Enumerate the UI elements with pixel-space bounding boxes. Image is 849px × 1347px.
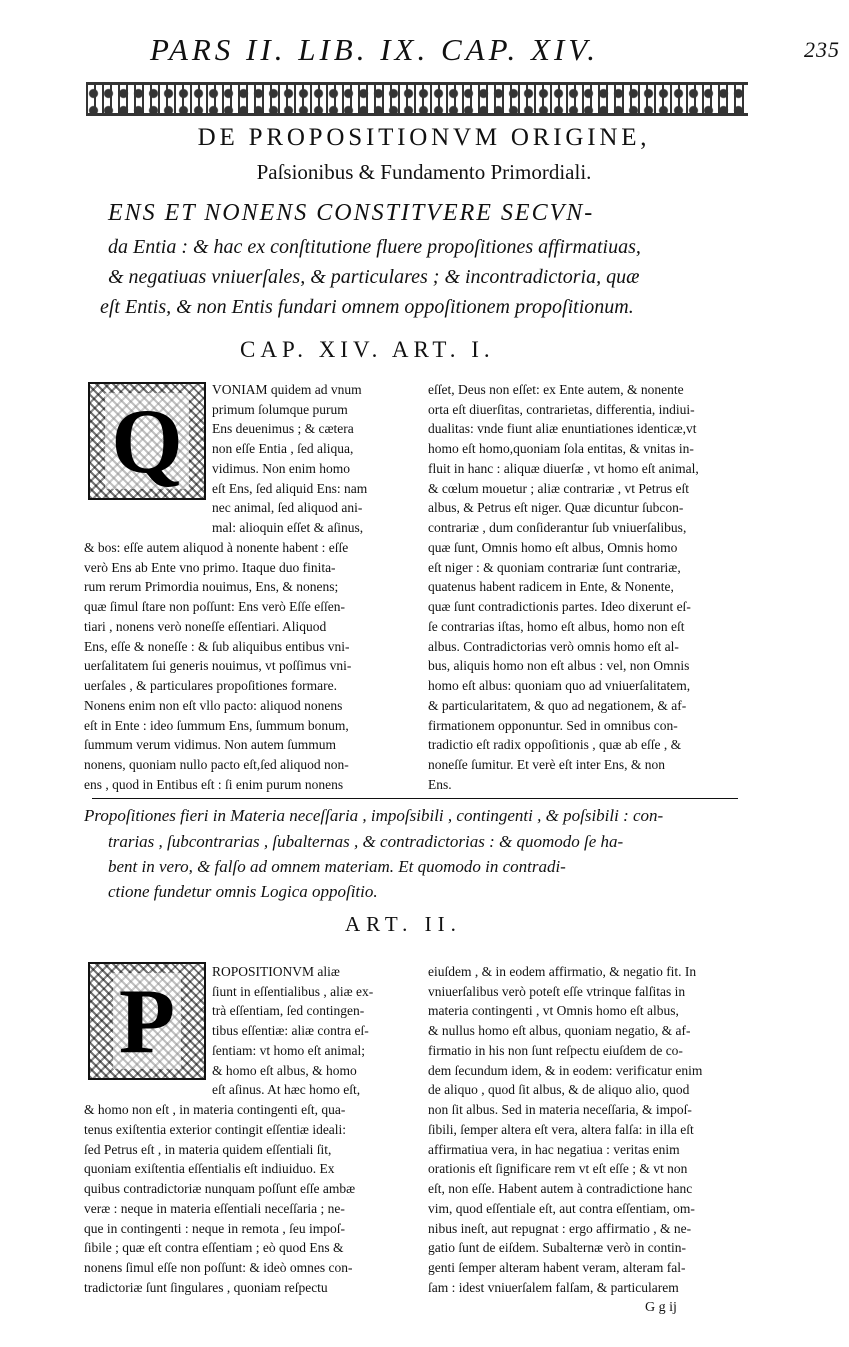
summary-line: eſt Entis, & non Entis fundari omnem oppoſitionem propoſitionum. (100, 296, 634, 318)
text-line: & nullus homo eſt albus, quoniam negatio, & af- (428, 1023, 691, 1038)
text-line: ſam : idest vniuerſalem falſam, & particularem (428, 1280, 679, 1295)
signature-mark: G g ij (645, 1300, 677, 1315)
text-line: quatenus habent radicem in Ente, & Nonente, (428, 579, 674, 594)
summary-line: da Entia : & hac ex conſtitutione fluere propoſitiones affirmatiuas, (108, 236, 641, 258)
text-line: ſe contrarias iſtas, homo eſt albus, homo non eſt (428, 619, 685, 634)
text-line: rum rerum Primordia nouimus, Ens, & nonens; (84, 579, 339, 594)
text-line: vim, quod eſſentiale eſt, aut contra eſſentiam, om- (428, 1201, 695, 1216)
text-line: ſed Petrus eſt , in materia quidem eſſentiali ſit, (84, 1142, 332, 1157)
dropcap-q-illustration: Q (88, 382, 206, 500)
text-line: genti ſemper alteram habent veram, alteram fal- (428, 1260, 686, 1275)
text-line: tenus exiſtentia exterior contingit eſſentiæ ideali: (84, 1122, 347, 1137)
text-line: vniuerſalibus verò poteſt eſſe vtrinque falſitas in (428, 984, 686, 999)
text-line: eſſet, Deus non eſſet: ex Ente autem, & nonente (428, 382, 684, 397)
text-line: contrariæ , dum conſiderantur ſub vniuerſalibus, (428, 520, 687, 535)
text-line: primum ſolumque purum (212, 402, 348, 417)
text-line: affirmatiua vera, in hac negatiua : veritas enim (428, 1142, 680, 1157)
text-line: ſibile ; quæ eſt contra eſſentiam ; eò quod Ens & (84, 1240, 344, 1255)
text-line: VONIAM quidem ad vnum (212, 382, 362, 397)
text-line: tiari , nonens verò noneſſe eſſentiari. Aliquod (84, 619, 327, 634)
text-line: firmatio in his non ſunt reſpectu eiuſdem de co- (428, 1043, 683, 1058)
text-line: ſibili, ſemper altera eſt vera, altera falſa: in illa eſt (428, 1122, 694, 1137)
text-line: de aliquo , quod ſit albus, & de aliquo alio, quod (428, 1082, 690, 1097)
chapter-heading: CAP. XIV. ART. I. (240, 337, 495, 362)
text-line: firmationem opponuntur. Sed in omnibus con- (428, 718, 678, 733)
text-line: albus, & Petrus eſt niger. Quæ dicuntur ſubcon- (428, 500, 684, 515)
text-line: albus. Contradictorias verò omnis homo eſt al- (428, 639, 679, 654)
text-line: noneſſe ſumitur. Et verè eſt inter Ens, & non (428, 757, 665, 772)
chapter-subtitle: Paſsionibus & Fundamento Primordiali. (256, 160, 592, 184)
text-line: orationis eſt ſignificare rem vt eſt eſſe ; & vt non (428, 1161, 688, 1176)
text-line: que in contingenti : neque in remota , ſeu impoſ- (84, 1221, 345, 1236)
ornament-band (86, 82, 748, 116)
text-line: Ens. (428, 777, 452, 792)
summary-line: & negatiuas vniuerſales, & particulares ; & incontradictoria, quæ (108, 266, 640, 288)
text-line: & bos: eſſe autem aliquod à nonente habent : eſſe (84, 540, 349, 555)
summary-line: bent in vero, & falſo ad omnem materiam. Et quomodo in contradi- (108, 857, 566, 876)
text-line: quoniam exiſtentia eſſentialis eſt indiuiduo. Ex (84, 1161, 335, 1176)
text-line: ſiunt in eſſentialibus , aliæ ex- (212, 984, 374, 999)
text-line: ſentiam: vt homo eſt animal; (212, 1043, 365, 1058)
text-line: eſt niger : & quoniam contrariæ ſunt contrariæ, (428, 560, 681, 575)
text-line: & homo eſt albus, & homo (212, 1063, 357, 1078)
text-line: quibus contradictoriæ nunquam poſſunt eſſe ambæ (84, 1181, 356, 1196)
text-line: bus, aliquis homo non eſt albus : vel, non Omnis (428, 658, 690, 673)
text-line: ſummum verum vidimus. Non autem ſummum (84, 737, 336, 752)
text-line: eſt Ens, ſed aliquid Ens: nam (212, 481, 368, 496)
text-line: & particularitatem, & quo ad negationem, & af- (428, 698, 687, 713)
text-line: non eſſe Entia , ſed aliqua, (212, 441, 354, 456)
text-line: tibus eſſentiæ: aliæ contra eſ- (212, 1023, 369, 1038)
text-line: eſt aſinus. At hæc homo eſt, (212, 1082, 361, 1097)
text-line: gatio ſunt de eiſdem. Subalternæ verò in contin- (428, 1240, 686, 1255)
dropcap-p-illustration: P (88, 962, 206, 1080)
summary-line: ENS ET NONENS CONSTITVERE SECVN- (108, 200, 595, 226)
text-line: uerſales , & particulares propoſitiones formare. (84, 678, 338, 693)
text-line: quæ ſunt contradictionis partes. Ideo dixerunt eſ- (428, 599, 691, 614)
text-line: quæ ſimul ſtare non poſſunt: Ens verò Eſſe eſſen- (84, 599, 345, 614)
text-line: orta eſt diuerſitas, contrarietas, differentia, indiui- (428, 402, 695, 417)
text-line: eſt in Ente : ideo ſummum Ens, ſummum bonum, (84, 718, 349, 733)
text-line: Nonens enim non eſt vllo pacto: aliquod nonens (84, 698, 343, 713)
text-line: vidimus. Non enim homo (212, 461, 350, 476)
text-line: tradictio eſt radix oppoſitionis , quæ ab eſſe , & (428, 737, 682, 752)
running-head (150, 30, 840, 70)
text-line: eiuſdem , & in eodem affirmatio, & negatio fit. In (428, 964, 697, 979)
text-line: nonens, quoniam nullo pacto eſt,ſed aliquod non- (84, 757, 349, 772)
text-line: uerſalitatem ſui generis nouimus, vt poſſimus vni- (84, 658, 352, 673)
text-line: Ens deuenimus ; & cætera (212, 421, 354, 436)
text-line: homo eſt homo,quoniam ſola entitas, & vnitas in- (428, 441, 694, 456)
running-head-title: PARS II. LIB. IX. CAP. XIV. (150, 32, 599, 67)
chapter-title: DE PROPOSITIONVM ORIGINE, (197, 124, 651, 151)
summary-line: ctione fundetur omnis Logica oppoſitio. (108, 882, 378, 901)
summary-line: trarias , ſubcontrarias , ſubalternas , & contradictorias : & quomodo ſe ha- (108, 832, 624, 851)
text-line: mal: alioquin eſſet & aſinus, (212, 520, 364, 535)
text-line: verò Ens ab Ente vno primo. Itaque duo finita- (84, 560, 336, 575)
page-number: 235 (804, 37, 840, 62)
text-line: nonens ſimul eſſe non poſſunt: & ideò omnes con- (84, 1260, 353, 1275)
text-line: materia contingenti , vt Omnis homo eſt albus, (428, 1003, 679, 1018)
text-line: tradictoriæ ſunt ſingulares , quoniam reſpectu (84, 1280, 328, 1295)
text-line: & homo non eſt , in materia contingenti eſt, qua- (84, 1102, 346, 1117)
text-line: fluit in hanc : aliquæ diuerſæ , vt homo eſt animal, (428, 461, 699, 476)
text-line: Ens, eſſe & noneſſe : & ſub aliquibus entibus vni- (84, 639, 350, 654)
text-line: quæ ſunt, Omnis homo eſt albus, Omnis homo (428, 540, 678, 555)
text-line: homo eſt albus: quoniam quo ad vniuerſalitatem, (428, 678, 691, 693)
article-heading: ART. II. (345, 912, 462, 936)
summary-line: Propoſitiones fieri in Materia neceſſaria , impoſsibili , contingenti , & poſsibili : con- (84, 806, 664, 825)
text-line: nibus ineſt, aut repugnat : ergo affirmatio , & ne- (428, 1221, 692, 1236)
section-rule (92, 798, 738, 799)
text-line: veræ : neque in materia eſſentiali neceſſaria ; ne- (84, 1201, 345, 1216)
text-line: nec animal, ſed aliquod ani- (212, 500, 363, 515)
text-line: & cœlum mouetur ; aliæ contrariæ , vt Petrus eſt (428, 481, 689, 496)
text-line: dem ſecundum idem, & in eodem: verificatur enim (428, 1063, 703, 1078)
text-line: dualitas: vnde fiunt aliæ enuntiationes identicæ,vt (428, 421, 697, 436)
text-line: non ſit albus. Sed in materia neceſſaria, & impoſ- (428, 1102, 692, 1117)
text-line: ens , quod in Entibus eſt : ſi enim purum nonens (84, 777, 344, 792)
text-line: ROPOSITIONVM aliæ (212, 964, 340, 979)
text-line: trà eſſentiam, ſed contingen- (212, 1003, 365, 1018)
text-line: eſt, non eſſe. Habent autem à contradictione hanc (428, 1181, 693, 1196)
